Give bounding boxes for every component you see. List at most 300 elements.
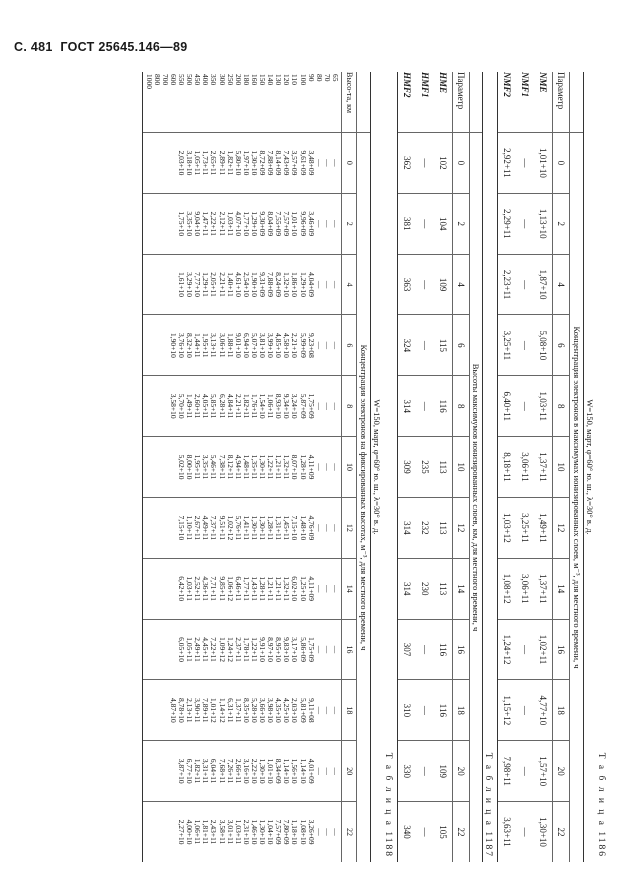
value-cell: 4,35+10	[274, 697, 284, 723]
value-cell: 4,11+09	[306, 454, 316, 480]
time-header: 0	[341, 132, 356, 193]
group-header-text: Концентрация электронов на фиксированных высотах, м⁻³, для местного времени, ч	[357, 132, 370, 862]
value-cell: 309	[398, 436, 416, 497]
value-cell: 1,21+11	[274, 454, 284, 480]
value-cell: —	[416, 193, 434, 254]
value-cell	[145, 831, 153, 833]
value-cell: 3,76+10	[177, 332, 187, 358]
value-cell: 8,78+10	[177, 697, 187, 723]
time-header: 6	[552, 314, 569, 375]
value-cell: 4,84+11	[225, 393, 235, 419]
value-cell: 109	[434, 254, 452, 315]
value-cell: 1,75+10	[177, 211, 187, 237]
time-header: 14	[552, 558, 569, 619]
height-value: 700	[160, 74, 170, 86]
value-cell: —	[516, 375, 534, 436]
time-header: 8	[341, 375, 356, 436]
time-header: 16	[452, 619, 469, 680]
value-cell: 2,23+11	[498, 254, 516, 315]
value-cell: 1,76+11	[249, 393, 259, 419]
value-cell: 9,61+09	[298, 150, 308, 176]
value-cell: 113	[434, 558, 452, 619]
value-cell: 1,13+10	[534, 193, 552, 254]
value-cell: 5,87+09	[298, 393, 308, 419]
value-cell: —	[516, 314, 534, 375]
value-cell: 2,89+11	[217, 150, 227, 176]
value-cell: 314	[398, 497, 416, 558]
value-cell: 4,01+09	[306, 758, 316, 784]
value-cell: 6,40+11	[498, 375, 516, 436]
value-cell: 9,04+10	[193, 211, 203, 237]
value-cell: 113	[434, 436, 452, 497]
value-cell: 8,35+10	[241, 697, 251, 723]
value-cell	[153, 344, 161, 346]
value-cell: 9,83+10	[282, 637, 292, 662]
value-cell: 2,52+11	[193, 576, 203, 601]
value-cell: 6,02+10	[290, 576, 300, 602]
value-cell: 1,01+10	[266, 758, 276, 784]
value-cell	[145, 344, 153, 346]
value-cell: —	[314, 159, 324, 167]
value-cell: —	[322, 341, 332, 350]
value-cell: 8,34+09	[274, 758, 284, 784]
value-cell: 3,58+10	[169, 393, 179, 419]
value-cell: 1,08+12	[498, 558, 516, 619]
value-cell: 5,99+09	[298, 332, 308, 358]
value-cell	[153, 405, 161, 407]
value-cell	[153, 466, 161, 468]
value-cell: 9,30+09	[258, 211, 268, 237]
value-cell: 8,04+09	[266, 211, 276, 237]
value-cell: —	[416, 801, 434, 862]
value-cell: 115	[434, 314, 452, 375]
value-cell: 1,18+10	[290, 819, 300, 845]
value-cell: 2,31+10	[241, 819, 251, 845]
value-cell	[153, 770, 161, 772]
value-cell: —	[322, 584, 332, 593]
value-cell: 5,07+10	[249, 332, 259, 358]
value-cell: 1,82+11	[193, 758, 203, 784]
value-cell	[161, 466, 169, 468]
value-cell: 1,21+11	[274, 576, 284, 601]
value-cell: 8,00+10	[185, 454, 195, 480]
value-cell: 9,31+09	[258, 272, 268, 297]
value-cell: —	[314, 828, 324, 836]
value-cell: 1,06+11	[193, 819, 203, 845]
value-cell: 5,85+11	[209, 393, 219, 419]
time-header: 6	[341, 314, 356, 375]
value-cell	[161, 831, 169, 833]
time-header: 18	[552, 679, 569, 740]
value-cell: 9,85+11	[217, 576, 227, 601]
value-cell: 1,14+10	[282, 758, 292, 784]
value-cell: 3,17+10	[290, 637, 300, 662]
table-grid	[497, 72, 584, 862]
time-header: 12	[341, 497, 356, 558]
value-cell: 1,30+11	[249, 515, 259, 541]
value-cell: 1,45+11	[282, 515, 292, 541]
value-cell: 6,04+11	[209, 758, 219, 784]
value-cell: —	[314, 402, 324, 410]
value-cell: 1,28+11	[258, 576, 268, 601]
time-column	[143, 132, 341, 193]
time-column	[143, 375, 341, 436]
value-cell: 4,61+10	[233, 272, 243, 297]
value-cell: 1,15+12	[498, 679, 516, 740]
time-column	[143, 740, 341, 801]
row-label: HME	[438, 72, 448, 94]
height-value: 110	[290, 74, 300, 85]
height-value: 120	[282, 74, 292, 86]
value-cell	[169, 527, 177, 529]
value-cell: —	[330, 828, 340, 836]
value-cell: 330	[398, 740, 416, 801]
value-list	[145, 376, 339, 436]
value-cell: 2,22+10	[249, 758, 259, 784]
value-cell: —	[516, 801, 534, 862]
value-cell: 2,29+11	[498, 193, 516, 254]
value-cell: —	[314, 767, 324, 775]
height-value: 350	[209, 74, 219, 86]
time-header: 8	[552, 375, 569, 436]
value-cell: 5,86+09	[298, 637, 308, 662]
time-column	[143, 497, 341, 558]
value-cell: —	[330, 524, 340, 532]
value-cell: —	[314, 524, 324, 532]
value-cell: 362	[398, 132, 416, 193]
value-cell: 104	[434, 193, 452, 254]
time-header: 8	[452, 375, 469, 436]
value-cell: 2,21+11	[217, 272, 227, 297]
value-cell: 235	[416, 436, 434, 497]
value-cell: —	[330, 341, 340, 350]
value-cell: 105	[434, 801, 452, 862]
value-cell: 3,01+11	[225, 819, 235, 845]
value-cell: —	[416, 314, 434, 375]
row-label: NMF2	[502, 72, 512, 98]
value-cell: —	[330, 280, 340, 289]
value-cell: 1,77+10	[241, 211, 251, 237]
height-list	[145, 72, 339, 132]
value-cell	[153, 831, 161, 833]
value-cell: 5,80+10	[233, 150, 243, 176]
value-cell	[161, 223, 169, 225]
height-value: 90	[306, 74, 316, 82]
value-cell: 3,25+11	[516, 497, 534, 558]
value-cell	[153, 527, 161, 529]
value-cell: —	[516, 679, 534, 740]
height-value: 140	[266, 74, 276, 86]
group-header-text: Высоты максимумов ионизированных слоев, км, для местного времени, ч	[470, 132, 482, 862]
value-cell: 1,06+11	[266, 393, 276, 419]
time-header: 2	[341, 193, 356, 254]
value-cell: —	[330, 645, 340, 654]
value-cell: 8,07+10	[290, 454, 300, 480]
value-cell: 1,37+11	[534, 558, 552, 619]
value-cell	[145, 588, 153, 590]
value-cell: 1,61+10	[177, 272, 187, 297]
value-cell: 1,40+11	[225, 272, 235, 297]
time-header: 0	[452, 132, 469, 193]
value-cell: 3,98+10	[266, 697, 276, 723]
value-cell	[153, 588, 161, 590]
time-column	[143, 314, 341, 375]
value-cell: 1,49+11	[185, 393, 195, 419]
table-subtitle: W=150, март, φ=60° ю. ш., λ=30° в. д.	[372, 399, 382, 535]
header-row	[552, 72, 569, 862]
value-cell: 1,47+11	[201, 211, 211, 237]
value-cell: 1,95+11	[201, 333, 211, 358]
value-cell: 1,48+10	[298, 515, 308, 541]
value-cell: 7,43+09	[282, 150, 292, 176]
value-cell: 1,30+11	[258, 515, 268, 541]
height-value: 600	[169, 74, 179, 86]
value-cell: 7,15+10	[290, 515, 300, 541]
data-block	[143, 72, 341, 862]
value-cell: 3,57+09	[290, 150, 300, 176]
value-cell: 8,24+09	[274, 272, 284, 297]
value-cell: 7,57+09	[274, 819, 284, 845]
value-cell	[145, 162, 153, 164]
page-header	[14, 40, 191, 54]
time-header: 12	[552, 497, 569, 558]
time-header: 16	[341, 619, 356, 680]
value-cell: —	[330, 584, 340, 593]
value-cell: 116	[434, 619, 452, 680]
time-column	[143, 193, 341, 254]
time-header: 18	[452, 679, 469, 740]
value-cell: —	[322, 463, 332, 471]
value-cell: —	[330, 463, 340, 471]
value-cell	[161, 344, 169, 346]
value-cell: 1,95+11	[193, 454, 203, 480]
value-cell: 3,35+10	[185, 211, 195, 237]
value-cell	[153, 162, 161, 164]
value-cell	[145, 709, 153, 711]
header-row	[452, 72, 469, 862]
height-header: Высо-та, км	[341, 72, 356, 132]
table-subtitle: W=150, март, φ=60° ю. ш., λ=30° в. д.	[585, 399, 595, 535]
value-cell	[145, 527, 153, 529]
time-header: 18	[341, 679, 356, 740]
value-cell: —	[416, 254, 434, 315]
value-cell: 1,41+11	[241, 515, 251, 541]
param-header: Параметр	[552, 72, 569, 132]
value-cell: 340	[398, 801, 416, 862]
value-cell: 7,98+11	[498, 740, 516, 801]
time-header: 20	[341, 740, 356, 801]
value-cell: 3,81+10	[258, 332, 268, 358]
time-header: 2	[452, 193, 469, 254]
value-cell: 1,01+12	[209, 697, 219, 723]
value-cell	[161, 405, 169, 407]
value-cell: —	[322, 524, 332, 532]
value-cell: 5,46+11	[209, 454, 219, 480]
value-cell: —	[314, 584, 324, 593]
value-cell: 4,58+10	[282, 332, 292, 358]
value-cell: —	[322, 828, 332, 836]
value-cell: 1,90+10	[169, 332, 179, 358]
value-cell: 1,86+10	[290, 272, 300, 297]
value-cell: 7,80+09	[282, 819, 292, 845]
value-cell	[161, 284, 169, 286]
value-cell: 1,56+10	[290, 758, 300, 784]
value-cell: 9,23+08	[306, 332, 316, 358]
value-cell: —	[416, 619, 434, 680]
value-cell: 1,01+10	[534, 132, 552, 193]
group-header	[356, 72, 370, 862]
value-cell	[161, 162, 169, 164]
value-cell: 1,78+11	[241, 637, 251, 662]
table-1186	[497, 72, 606, 862]
value-cell	[153, 709, 161, 711]
value-cell: —	[314, 341, 324, 350]
value-cell: 8,95+10	[274, 637, 284, 662]
value-cell: 7,38+11	[217, 454, 227, 480]
value-cell: 6,31+11	[225, 698, 235, 723]
value-cell: 1,90+10	[249, 272, 259, 297]
value-cell: 9,51+11	[217, 515, 227, 541]
time-header: 6	[452, 314, 469, 375]
value-cell: 1,09+12	[217, 637, 227, 662]
value-cell: 1,14+10	[298, 758, 308, 784]
value-cell: 1,87+10	[534, 254, 552, 315]
value-cell: 3,90+11	[193, 698, 203, 723]
value-cell: —	[330, 159, 340, 167]
value-cell: 9,01+10	[233, 332, 243, 358]
value-cell: —	[416, 679, 434, 740]
value-cell: 1,03+11	[534, 375, 552, 436]
height-value: 130	[274, 74, 284, 86]
value-cell	[169, 649, 177, 651]
value-cell	[153, 284, 161, 286]
value-cell: —	[516, 740, 534, 801]
value-cell	[169, 284, 177, 286]
value-cell	[161, 649, 169, 651]
value-cell: 2,12+11	[217, 211, 227, 237]
height-value: 80	[314, 74, 324, 82]
value-cell: 4,94+11	[233, 454, 243, 480]
value-list	[145, 559, 339, 619]
table-label: Т а б л и ц а 1186	[596, 752, 606, 858]
value-cell: 3,24+10	[290, 393, 300, 419]
value-cell: 1,32+11	[282, 576, 292, 601]
table-row	[398, 72, 416, 862]
time-header: 0	[552, 132, 569, 193]
time-header: 4	[552, 254, 569, 315]
value-cell: 3,06+11	[516, 436, 534, 497]
value-cell	[161, 770, 169, 772]
value-cell: 8,18+11	[498, 436, 516, 497]
value-cell: —	[330, 706, 340, 715]
value-cell: 1,30+10	[258, 758, 268, 784]
value-cell: 2,92+11	[498, 132, 516, 193]
value-cell	[169, 831, 177, 833]
height-value: 70	[322, 74, 332, 82]
time-header: 22	[552, 801, 569, 862]
value-cell: 4,45+11	[201, 637, 211, 662]
value-cell: —	[516, 193, 534, 254]
value-cell: 5,08+10	[534, 314, 552, 375]
value-cell: 9,96+09	[298, 211, 308, 237]
value-cell: —	[416, 375, 434, 436]
value-cell: —	[322, 159, 332, 167]
height-value: 1000	[144, 74, 154, 89]
value-cell: 1,43+11	[249, 576, 259, 601]
value-cell: 1,24+12	[225, 637, 235, 662]
value-cell: —	[516, 254, 534, 315]
value-cell: 1,22+11	[266, 454, 276, 480]
time-header: 14	[452, 558, 469, 619]
value-cell: 1,28+11	[266, 515, 276, 541]
group-header-text: Концентрация электронов в максимумах ионизированных слоев, м⁻³, для местного времени, ч	[570, 132, 583, 862]
value-cell: 1,82+11	[241, 393, 251, 419]
table-row	[434, 72, 452, 862]
value-cell: 2,03+10	[177, 150, 187, 176]
value-cell: 7,15+10	[177, 515, 187, 541]
time-header: 4	[452, 254, 469, 315]
value-cell: 2,37+11	[233, 637, 243, 662]
value-cell	[145, 284, 153, 286]
height-column	[143, 72, 341, 132]
value-cell: 1,32+10	[282, 272, 292, 297]
value-cell: 9,34+10	[282, 393, 292, 419]
value-cell: 1,01+10	[290, 211, 300, 237]
value-cell: 314	[398, 558, 416, 619]
value-cell: —	[314, 645, 324, 654]
value-cell: 6,28+11	[217, 393, 227, 419]
value-cell: 4,87+10	[169, 697, 179, 723]
value-cell: 1,14+12	[217, 697, 227, 723]
standard-code: ГОСТ 25645.146—89	[60, 40, 188, 54]
value-cell: 1,75+09	[306, 393, 316, 419]
group-header	[469, 72, 482, 862]
value-cell: 2,13+11	[185, 698, 195, 723]
value-cell: 3,25+11	[498, 314, 516, 375]
value-cell: 4,49+11	[201, 515, 211, 541]
row-label: NME	[538, 72, 548, 93]
value-cell: 8,72+09	[258, 150, 268, 176]
value-cell: 116	[434, 375, 452, 436]
height-value: 400	[201, 74, 211, 86]
value-cell: 4,00+10	[185, 819, 195, 845]
value-cell: 1,37+11	[233, 698, 243, 723]
value-cell: 1,82+11	[225, 150, 235, 176]
height-value: 250	[225, 74, 235, 86]
value-cell: 1,97+10	[241, 150, 251, 176]
value-cell	[145, 649, 153, 651]
value-cell: 1,29+11	[201, 272, 211, 297]
value-cell: 314	[398, 375, 416, 436]
value-cell: 2,21+10	[290, 332, 300, 358]
value-cell: 2,49+11	[193, 637, 203, 662]
value-cell: 1,03+12	[498, 497, 516, 558]
value-cell: 1,44+11	[193, 333, 203, 358]
value-cell: 6,77+10	[185, 758, 195, 784]
value-list	[145, 437, 339, 497]
value-cell: 2,21+11	[233, 393, 243, 419]
time-column	[143, 619, 341, 680]
value-cell: 7,88+09	[266, 150, 276, 176]
value-cell: 1,29+10	[298, 272, 308, 297]
height-value: 65	[330, 74, 340, 82]
value-cell: 2,05+11	[209, 272, 219, 297]
value-cell: 6,05+10	[177, 637, 187, 662]
value-cell: 4,07+10	[233, 211, 243, 237]
value-cell: —	[516, 132, 534, 193]
table-row	[498, 72, 516, 862]
value-cell: 3,29+10	[185, 272, 195, 297]
